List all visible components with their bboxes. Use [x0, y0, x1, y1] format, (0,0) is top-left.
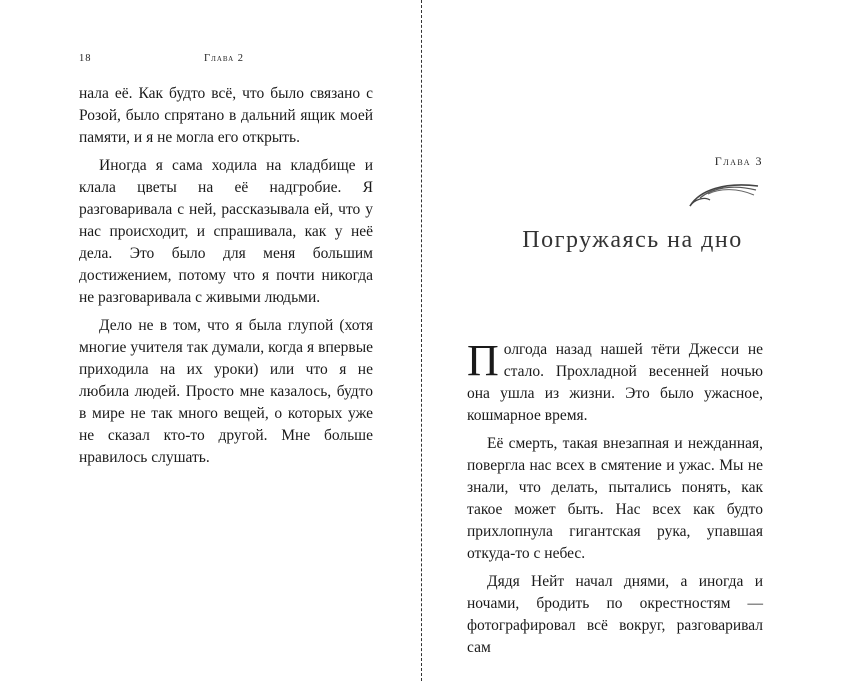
paragraph: Её смерть, такая внезапная и нежданная, повергла нас всех в смятение и ужас. Мы не знали, что делать, пытались понять, как такое может быть. Нас всех как будто прихлопнула гигантская рука, упавшая откуда-то с небес. — [467, 435, 763, 562]
right-body-text — [467, 336, 763, 665]
chapter-label: Глава 3 — [714, 154, 763, 168]
first-paragraph-text: олгода назад нашей тёти Джесси не стало. Прохладной весенней ночью она ушла из жизни. Это было ужасное, кошмарное время. — [467, 341, 763, 424]
flourish-ornament-icon — [686, 176, 762, 212]
first-paragraph — [467, 336, 763, 427]
left-page — [0, 0, 421, 681]
page-number: 18 — [79, 53, 92, 64]
chapter-title: Погружаясь на дно — [522, 227, 743, 253]
paragraph: Дело не в том, что я была глупой (хотя многие учителя так думали, когда я впервые приходила на их уроки) или что я не любила людей. Просто мне казалось, будто в мире не так много вещей, о которых уже не сказал кто-то другой. Мне больше нравилось слушать. — [79, 317, 373, 466]
paragraph: нала её. Как будто всё, что было связано с Розой, было спрятано в дальний ящик моей памяти, и я не могла его открыть. — [79, 85, 373, 146]
drop-cap: П — [467, 336, 499, 385]
paragraph: Иногда я сама ходила на кладбище и клала цветы на её надгробие. Я разговаривала с ней, рассказывала ей, что у нас происходит, и спрашивала, как у неё дела. Это было для меня большим достижением, потому что я почти никогда не разговаривала с живыми людьми. — [79, 157, 373, 306]
right-page — [422, 0, 843, 681]
left-body-text — [79, 83, 373, 475]
paragraph: Дядя Нейт начал днями, а иногда и ночами, бродить по окрестностям — фотографировал всё вокруг, разговаривал сам — [467, 573, 763, 656]
running-head: Глава 2 — [204, 53, 245, 64]
